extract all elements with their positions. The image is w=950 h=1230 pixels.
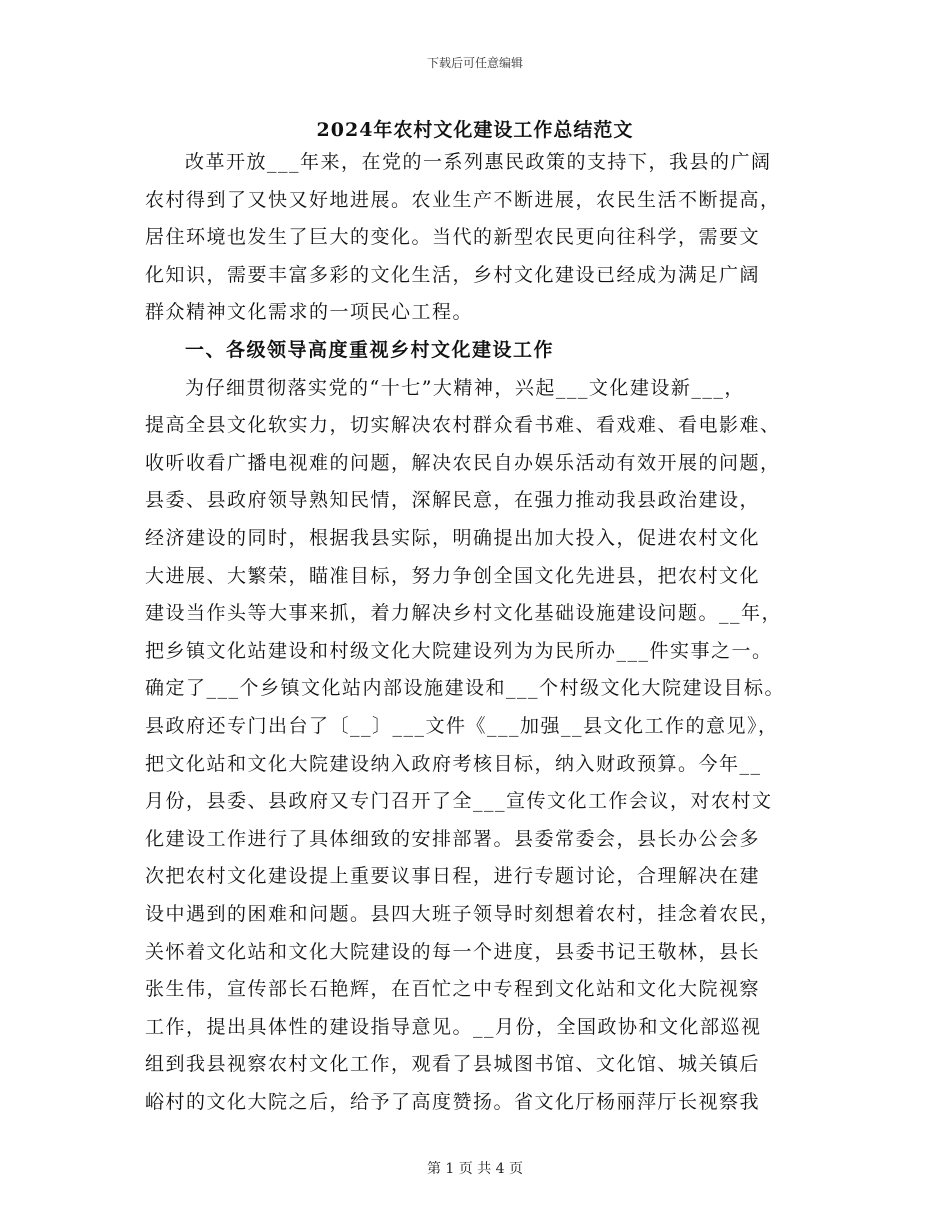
body-text-line: 张生伟，宣传部长石艳辉，在百忙之中专程到文化站和文化大院视察 [145, 978, 761, 1001]
body-text-line: 改革开放___年来，在党的一系列惠民政策的支持下，我县的广阔 [185, 151, 772, 173]
body-text-line: 次把农村文化建设提上重要议事日程，进行专题讨论，合理解决在建 [145, 865, 761, 888]
body-text-line: 设中遇到的困难和问题。县四大班子领导时刻想着农村，挂念着农民， [145, 903, 781, 925]
body-text-line: 月份，县委、县政府又专门召开了全___宣传文化工作会议，对农村文 [145, 790, 773, 813]
section-heading: 一、各级领导高度重视乡村文化建设工作 [185, 339, 555, 361]
document-title: 2024年农村文化建设工作总结范文 [316, 119, 634, 141]
body-text-line: 把文化站和文化大院建设纳入政府考核目标，纳入财政预算。今年__ [145, 752, 762, 775]
body-text-line: 县政府还专门出台了〔__〕___文件《___加强__县文化工作的意见》， [145, 715, 779, 737]
body-text-line: 确定了___个乡镇文化站内部设施建设和___个村级文化大院建设目标。 [145, 677, 786, 700]
body-text-line: 化建设工作进行了具体细致的安排部署。县委常委会，县长办公会多 [145, 827, 761, 850]
header-note: 下载后可任意编辑 [426, 56, 523, 70]
body-text-line: 建设当作头等大事来抓，着力解决乡村文化基础设施建设问题。__年， [145, 602, 783, 625]
body-text-line: 为仔细贯彻落实党的“十七”大精神，兴起___文化建设新___， [185, 376, 745, 399]
body-text-line: 关怀着文化站和文化大院建设的每一个进度，县委书记王敬林，县长 [145, 940, 761, 963]
body-text-line: 经济建设的同时，根据我县实际，明确提出加大投入，促进农村文化 [145, 527, 761, 549]
body-text-line: 把乡镇文化站建设和村级文化大院建设列为为民所办___件实事之一。 [145, 639, 773, 662]
body-text-line: 峪村的文化大院之后，给予了高度赞扬。省文化厅杨丽萍厅长视察我 [145, 1091, 761, 1113]
body-text-line: 提高全县文化软实力，切实解决农村群众看书难、看戏难、看电影难、 [145, 414, 781, 437]
body-text-line: 农村得到了又快又好地进展。农业生产不断进展，农民生活不断提高， [145, 188, 781, 211]
body-text-line: 群众精神文化需求的一项民心工程。 [145, 301, 474, 324]
body-text-line: 县委、县政府领导熟知民情，深解民意，在强力推动我县政治建设， [145, 489, 761, 512]
body-text-line: 大进展、大繁荣，瞄准目标，努力争创全国文化先进县，把农村文化 [145, 564, 761, 587]
body-text-line: 组到我县视察农村文化工作，观看了县城图书馆、文化馆、城关镇后 [145, 1053, 761, 1076]
page-footer: 第 1 页 共 4 页 [426, 1161, 524, 1177]
body-text-line: 收听收看广播电视难的问题，解决农民自办娱乐活动有效开展的问题， [145, 451, 781, 474]
body-text-line: 居住环境也发生了巨大的变化。当代的新型农民更向往科学，需要文 [145, 226, 761, 249]
body-text-line: 工作，提出具体性的建设指导意见。__月份，全国政协和文化部巡视 [145, 1015, 762, 1038]
body-text-line: 化知识，需要丰富多彩的文化生活，乡村文化建设已经成为满足广阔 [145, 263, 761, 286]
